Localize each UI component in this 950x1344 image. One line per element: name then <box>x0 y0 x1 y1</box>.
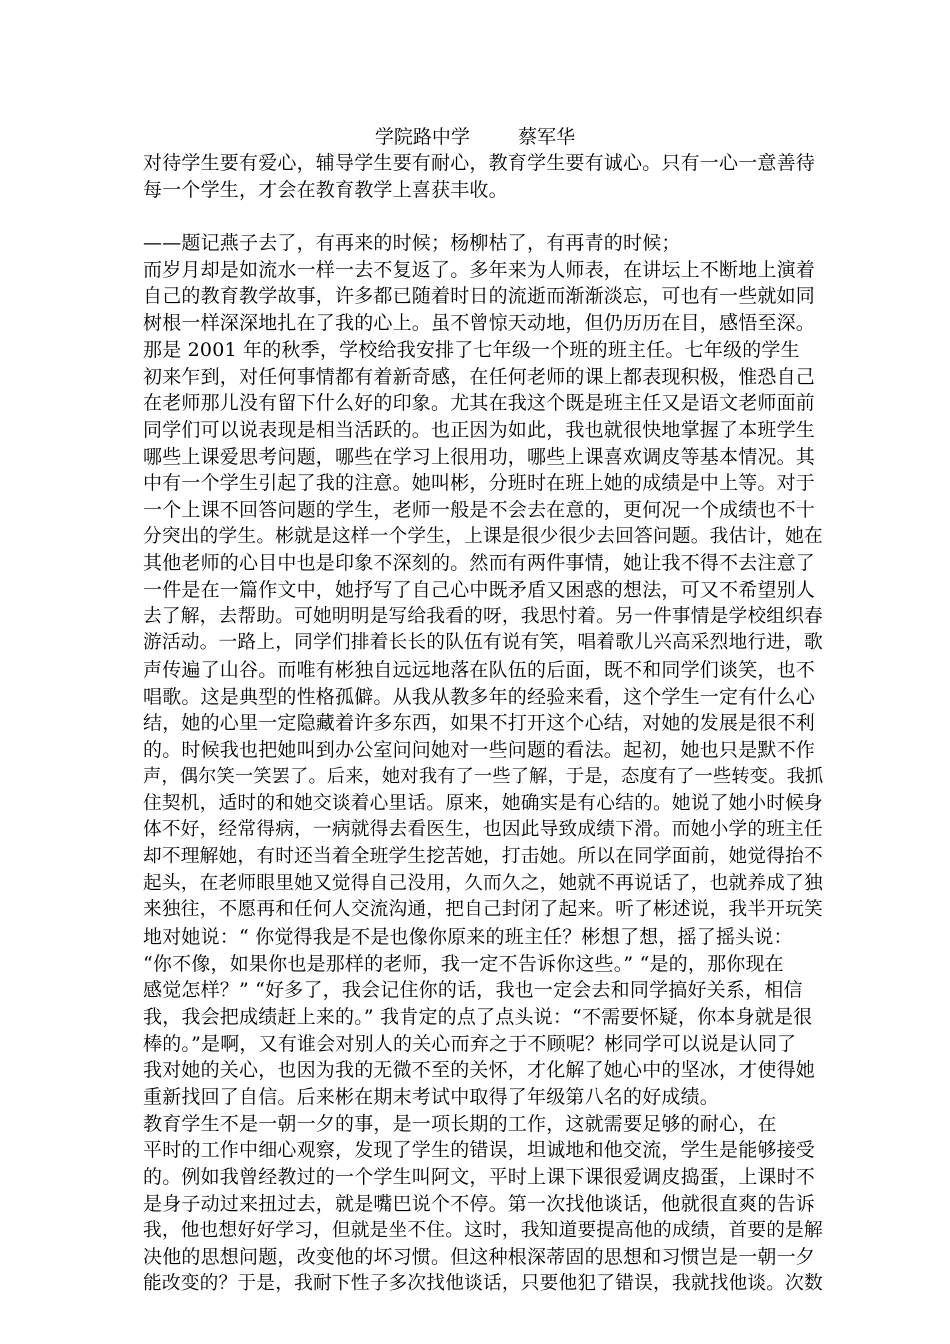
text-line: 来独往，不愿再和任何人交流沟通，把自己封闭了起来。听了彬述说，我半开玩笑 <box>143 899 823 921</box>
text-line: 而岁月却是如流水一样一去不复返了。多年来为人师表，在讲坛上不断地上演着 <box>143 258 816 281</box>
text-line: 一个上课不回答问题的学生，老师一般是不会去在意的，更何况一个成绩也不十 <box>143 498 816 521</box>
text-line: 一件是在一篇作文中，她抒写了自己心中既矛盾又困惑的想法，可又不希望别人 <box>143 579 816 601</box>
text-line: 其他老师的心目中也是印象不深刻的。然而有两件事情，她让我不得不去注意了 <box>143 552 816 575</box>
document-header: 学院路中学 蔡军华 <box>374 126 576 148</box>
text-line: 树根一样深深地扎在了我的心上。虽不曾惊天动地，但仍历历在目，感悟至深。 <box>143 312 816 335</box>
text-line: 声传遍了山谷。而唯有彬独自远远地落在队伍的后面，既不和同学们谈笑，也不 <box>143 659 816 682</box>
text-line: 却不理解她，有时还当着全班学生挖苦她，打击她。所以在同学面前，她觉得抬不 <box>143 845 823 867</box>
text-line: 哪些上课爱思考问题，哪些在学习上很用功，哪些上课喜欢调皮等基本情况。其 <box>143 445 816 468</box>
text-line: ——题记燕子去了，有再来的时候；杨柳枯了，有再青的时候； <box>143 232 681 255</box>
text-line: 我，他也想好好学习，但就是坐不住。这时，我知道要提高他的成绩，首要的是解 <box>143 1219 823 1241</box>
text-line: 我对她的关心，也因为我的无微不至的关怀，才化解了她心中的坚冰，才使得她 <box>143 1059 816 1082</box>
text-line: 同学们可以说表现是相当活跃的。也正因为如此，我也就很快地掌握了本班学生 <box>143 418 816 441</box>
text-line: 分突出的学生。彬就是这样一个学生，上课是很少很少去回答问题。我估计，她在 <box>143 525 823 547</box>
text-line: 唱歌。这是典型的性格孤僻。从我从教多年的经验来看，这个学生一定有什么心 <box>143 685 816 708</box>
text-line: 去了解，去帮助。可她明明是写给我看的呀，我思忖着。另一件事情是学校组织春 <box>143 605 823 627</box>
text-line: 决他的思想问题，改变他的坏习惯。但这种根深蒂固的思想和习惯岂是一朝一夕 <box>143 1246 816 1269</box>
text-line: 教育学生不是一朝一夕的事，是一项长期的工作，这就需要足够的耐心，在 <box>143 1112 777 1135</box>
text-line: 对待学生要有爱心，辅导学生要有耐心，教育学生要有诚心。只有一心一意善待 <box>143 152 816 174</box>
text-line: 在老师那儿没有留下什么好的印象。尤其在我这个既是班主任又是语文老师面前 <box>143 392 816 415</box>
text-line: 每一个学生，才会在教育教学上喜获丰收。 <box>143 178 508 201</box>
text-line: 棒的。”是啊，又有谁会对别人的关心而弃之于不顾呢？彬同学可以说是认同了 <box>143 1032 797 1055</box>
document-body <box>143 150 823 1298</box>
text-line: 体不好，经常得病，一病就得去看医生，也因此导致成绩下滑。而她小学的班主任 <box>143 819 823 841</box>
text-line: 的。时候我也把她叫到办公室问问她对一些问题的看法。起初，她也只是默不作 <box>143 739 816 762</box>
text-line: 能改变的？于是，我耐下性子多次找他谈话，只要他犯了错误，我就找他谈。次数 <box>143 1272 823 1294</box>
text-line: 中有一个学生引起了我的注意。她叫彬，分班时在班上她的成绩是中上等。对于 <box>143 472 816 495</box>
text-line: 我，我会把成绩赶上来的。” 我肯定的点了点头说：“不需要怀疑，你本身就是很 <box>143 1006 813 1028</box>
text-line: 是身子动过来扭过去，就是嘴巴说个不停。第一次找他谈话，他就很直爽的告诉 <box>143 1192 816 1215</box>
text-line: 的。例如我曾经教过的一个学生叫阿文，平时上课下课很爱调皮捣蛋，上课时不 <box>143 1166 816 1189</box>
text-line: 自己的教育教学故事，许多都已随着时日的流逝而渐渐淡忘，可也有一些就如同 <box>143 285 816 308</box>
text-line: 那是 2001 年的秋季，学校给我安排了七年级一个班的班主任。七年级的学生 <box>143 338 800 361</box>
text-line: 初来乍到，对任何事情都有着新奇感，在任何老师的课上都表现积极，惟恐自己 <box>143 365 816 388</box>
text-line: 住契机，适时的和她交谈着心里话。原来，她确实是有心结的。她说了她小时候身 <box>143 792 823 814</box>
blank-line <box>143 203 823 230</box>
text-line: 重新找回了自信。后来彬在期末考试中取得了年级第八名的好成绩。 <box>143 1086 720 1109</box>
text-line: 声，偶尔笑一笑罢了。后来，她对我有了一些了解，于是，态度有了一些转变。我抓 <box>143 765 823 787</box>
text-line: 地对她说：“ 你觉得我是不是也像你原来的班主任？彬想了想，摇了摇头说： <box>143 925 793 948</box>
text-line: 感觉怎样？” “好多了，我会记住你的话，我也一定会去和同学搞好关系，相信 <box>143 979 803 1002</box>
text-line: 游活动。一路上，同学们排着长长的队伍有说有笑，唱着歌儿兴高采烈地行进，歌 <box>143 632 823 654</box>
text-line: 平时的工作中细心观察，发现了学生的错误，坦诚地和他交流，学生是能够接受 <box>143 1139 816 1162</box>
text-line: 结，她的心里一定隐藏着许多东西，如果不打开这个心结，对她的发展是很不利 <box>143 712 816 735</box>
text-line: 起头，在老师眼里她又觉得自己没用，久而久之，她就不再说话了，也就养成了独 <box>143 872 823 894</box>
text-line: “你不像，如果你也是那样的老师，我一定不告诉你这些。” “是的，那你现在 <box>143 952 784 975</box>
